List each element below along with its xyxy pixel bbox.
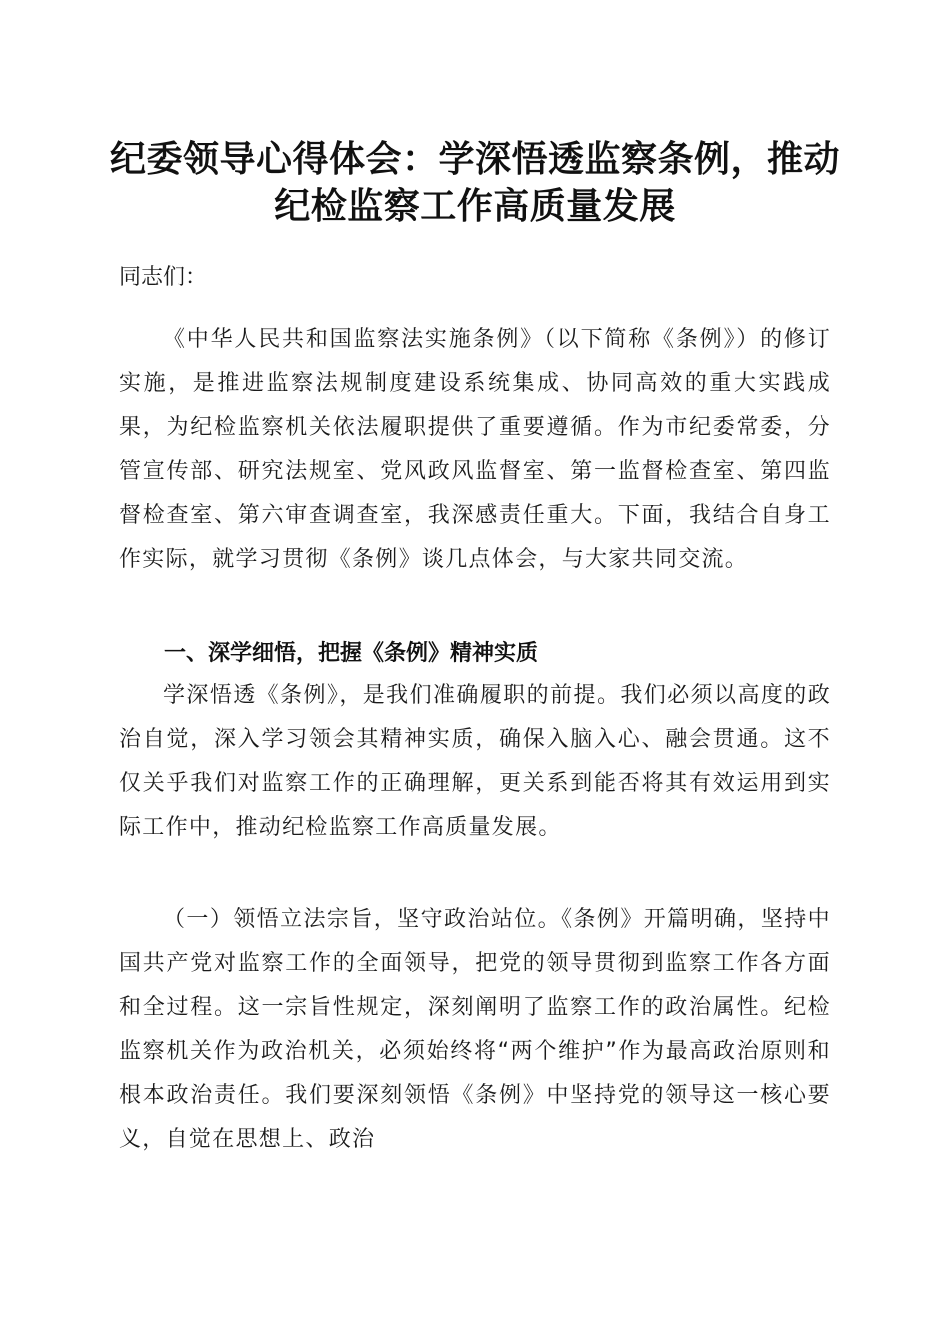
subsection-lead: （一）领悟立法宗旨，坚守政治站位。 (163, 907, 562, 932)
paragraph-subsection-1 (119, 898, 831, 1162)
document-title-line-1: 纪委领导心得体会：学深悟透监察条例，推动 (109, 138, 840, 180)
section-heading-1: 一、深学细悟，把握《条例》精神实质 (164, 641, 539, 666)
subsection-body: 《条例》开篇明确，坚持中国共产党对监察工作的全面领导，把党的领导贯彻到监察工作各方面和全过程。这一宗旨性规定，深刻阐明了监察工作的政治属性。纪检监察机关作为政治机关，必须始终将“两个维护”作为最高政治原则和根本政治责任。我们要深刻领悟《条例》中坚持党的领导这一核心要义，自觉在思想上、政治 (119, 907, 831, 1152)
paragraph-intro: 《中华人民共和国监察法实施条例》（以下简称《条例》）的修订实施，是推进监察法规制度建设系统集成、协同高效的重大实践成果，为纪检监察机关依法履职提供了重要遵循。作为市纪委常委，分管宣传部、研究法规室、党风政风监督室、第一监督检查室、第四监督检查室、第六审查调查室，我深感责任重大。下面，我结合自身工作实际，就学习贯彻《条例》谈几点体会，与大家共同交流。 (119, 327, 831, 572)
paragraph-section-1: 学深悟透《条例》，是我们准确履职的前提。我们必须以高度的政治自觉，深入学习领会其精神实质，确保入脑入心、融会贯通。这不仅关乎我们对监察工作的正确理解，更关系到能否将其有效运用到实际工作中，推动纪检监察工作高质量发展。 (119, 683, 831, 840)
salutation: 同志们： (119, 265, 208, 290)
document-title-line-2: 纪检监察工作高质量发展 (274, 185, 676, 227)
